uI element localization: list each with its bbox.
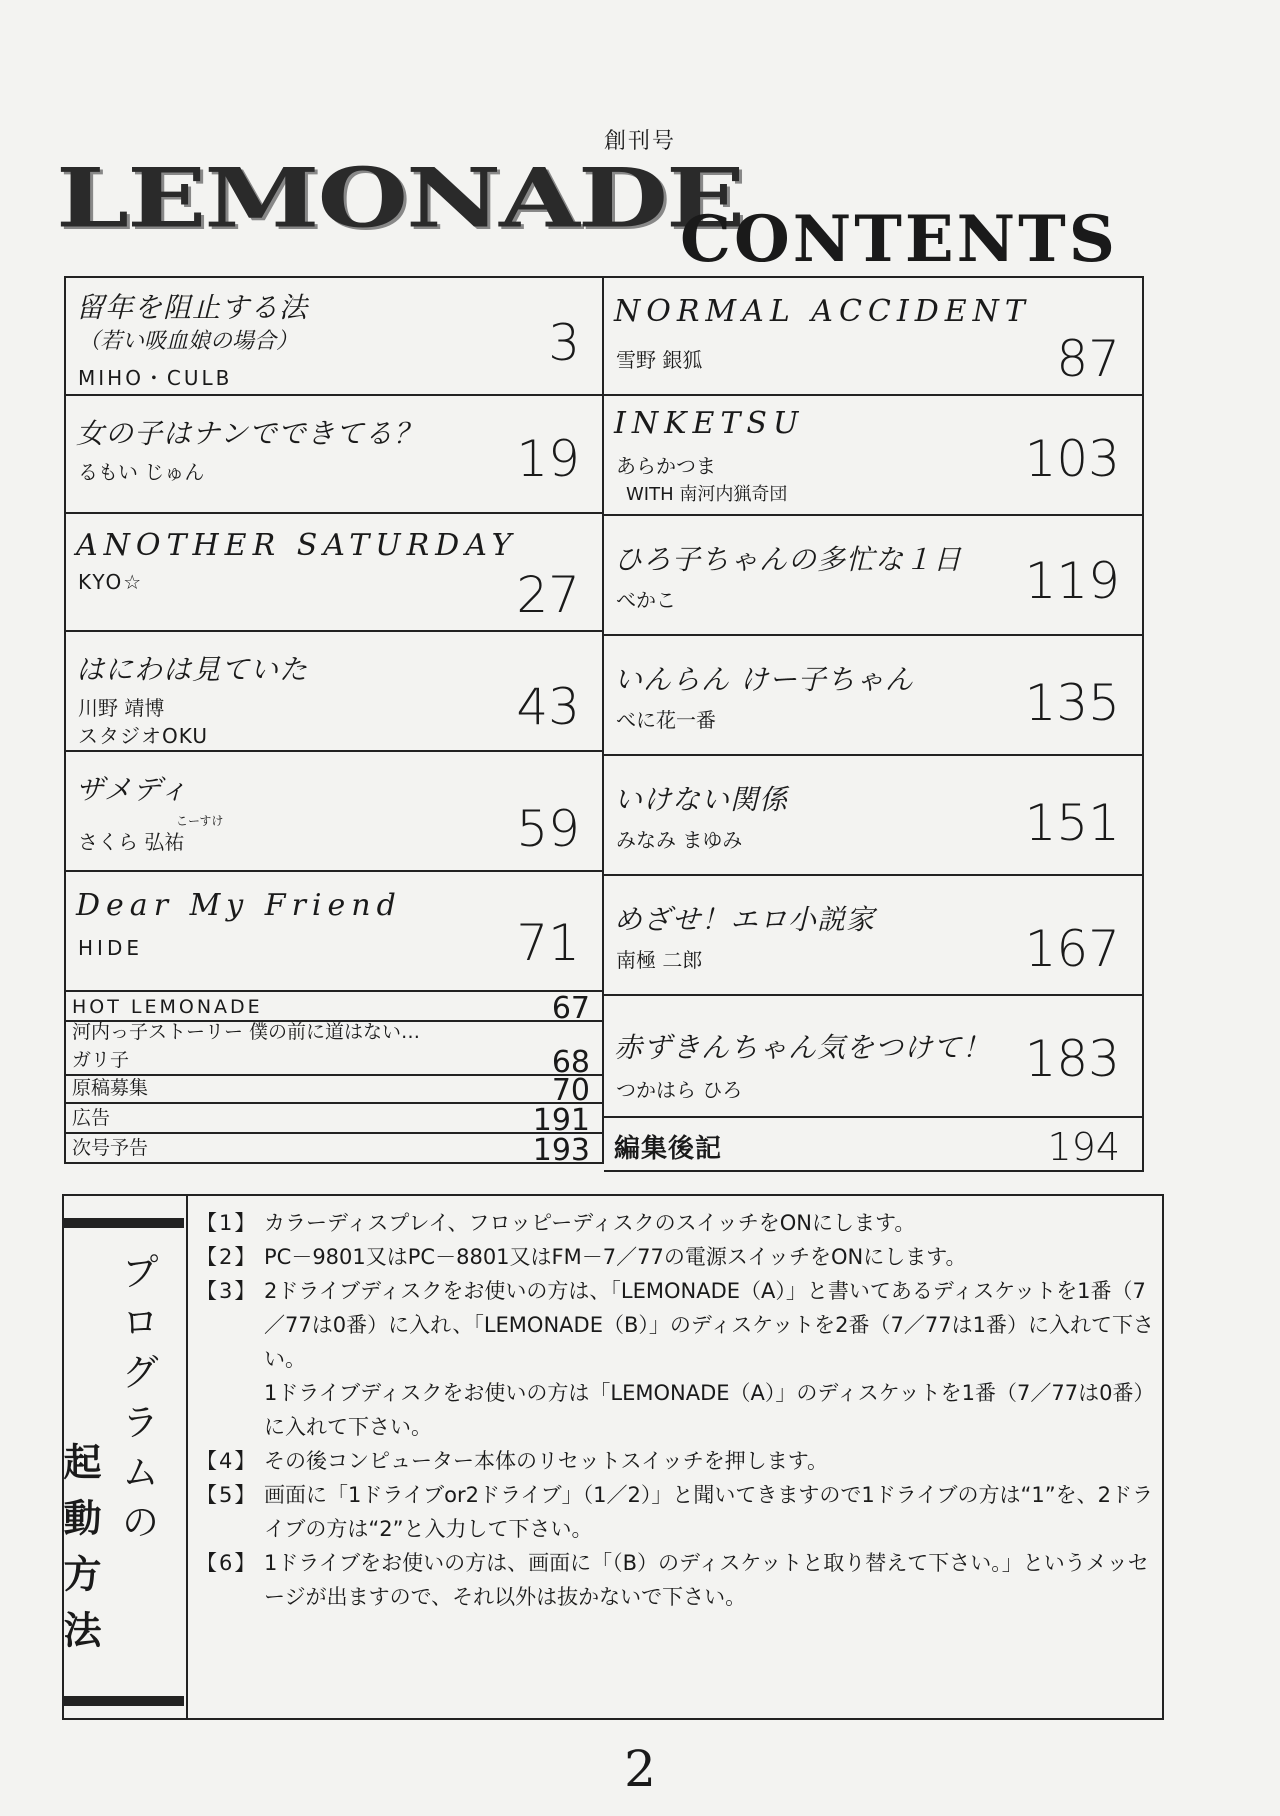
toc-entry [64,630,604,752]
issue-label: 創刊号 [603,129,676,154]
instruction-step [196,1240,1156,1274]
entry-author: るもい じゅん [78,460,205,484]
entry-title: INKETSU [614,406,805,441]
step-number [196,1376,264,1444]
table-of-contents [64,276,1144,1172]
entry-page: 135 [1024,674,1120,732]
entry-title: いけない関係 [614,783,789,816]
entry-author-ruby: こーすけ [176,814,224,828]
entry-author: 川野 靖博 [78,696,165,720]
minor-label: 広告 [72,1107,111,1129]
entry-author: KYO☆ [78,570,144,594]
step-text: 1ドライブをお使いの方は、画面に「（B）のディスケットと取り替えて下さい。」というメッセージが出ますので、それ以外は抜かないで下さい。 [264,1551,1149,1609]
step-number: 【3】 [196,1279,258,1303]
entry-title: ひろ子ちゃんの多忙な１日 [614,543,963,576]
entry-page: 119 [1024,552,1120,610]
toc-entry [604,276,1144,396]
entry-author: べかこ [616,588,676,612]
toc-entry [64,276,604,396]
toc-entry [604,514,1144,636]
entry-author-group: WITH 南河内猟奇団 [626,484,788,505]
toc-minor-entry [64,1045,604,1080]
entry-author-studio: スタジオOKU [78,724,208,748]
toc-entry [604,754,1144,876]
toc-entry [64,750,604,872]
entry-title: ザメディ [76,773,189,806]
step-text: その後コンピューター本体のリセットスイッチを押します。 [264,1449,829,1473]
entry-author: さくら 弘祐 [78,830,185,854]
entry-title: 赤ずきんちゃん気をつけて！ [614,1031,992,1064]
entry-title: めざせ！エロ小説家 [614,903,876,936]
minor-page: 191 [532,1103,590,1138]
step-number: 【2】 [196,1245,258,1269]
heading-vertical-text-1: プログラムの [115,1252,159,1552]
entry-title: はにわは見ていた [76,653,309,686]
entry-author: あらかつま [616,454,716,478]
entry-author: MIHO・CULB [78,366,233,390]
toc-entry [64,512,604,632]
instruction-step [196,1206,1156,1240]
minor-page: 70 [551,1073,590,1108]
instruction-step [196,1546,1156,1614]
minor-page: 67 [551,991,590,1026]
entry-author: つかはら ひろ [616,1078,743,1102]
entry-title: 留年を阻止する法 [76,291,309,324]
toc-entry [604,634,1144,756]
minor-label: HOT LEMONADE [72,996,263,1018]
instruction-step [196,1478,1156,1546]
entry-page: 151 [1024,794,1120,852]
instructions-side-heading [57,1196,188,1718]
entry-page: 103 [1024,430,1120,488]
contents-heading: CONTENTS [680,202,1118,277]
step-number: 【1】 [196,1211,258,1235]
step-number: 【4】 [196,1449,258,1473]
entry-title: NORMAL ACCIDENT [614,294,1031,329]
instruction-step [196,1274,1156,1376]
entry-page: 59 [516,800,580,858]
entry-page: 183 [1024,1030,1120,1088]
minor-label: 河内っ子ストーリー 僕の前に道はない… [72,1021,421,1043]
heading-bar-top [64,1218,184,1228]
entry-subtitle: （若い吸血娘の場合） [78,329,299,354]
entry-page: 43 [516,678,580,736]
toc-entry [604,394,1144,516]
instructions-body [196,1206,1156,1614]
entry-author: HIDE [78,936,143,960]
entry-page: 167 [1024,920,1120,978]
toc-minor-entry [64,1103,604,1138]
toc-minor-entry [64,1022,604,1046]
entry-author: みなみ まゆみ [616,828,743,852]
entry-author: 雪野 銀狐 [616,348,703,372]
step-text: 2ドライブディスクをお使いの方は、「LEMONADE（A）」と書いてあるディスケットを1番（7／77は0番）に入れ、「LEMONADE（B）」のディスケットを2番（7／77は1番）に入れて下さい。 [264,1279,1154,1371]
entry-page: 27 [516,566,580,624]
step-number: 【6】 [196,1551,258,1575]
toc-entry [604,874,1144,996]
instruction-step [196,1444,1156,1478]
step-number: 【5】 [196,1483,258,1507]
minor-label: 原稿募集 [72,1077,149,1099]
heading-bar-bottom [64,1696,184,1706]
toc-entry [64,870,604,992]
toc-entry [64,394,604,514]
entry-page: 87 [1056,330,1120,388]
entry-title: 女の子はナンでできてる？ [76,417,423,450]
magazine-logo: LEMONADE [56,150,744,247]
entry-title: ANOTHER SATURDAY [76,528,518,563]
entry-title: 編集後記 [614,1134,723,1164]
minor-label: 次号予告 [72,1137,149,1159]
entry-page: 3 [548,314,580,372]
entry-page: 194 [1047,1125,1120,1169]
page-number: 2 [624,1740,656,1798]
minor-label: ガリ子 [72,1049,130,1071]
entry-author: べに花一番 [616,708,716,732]
minor-page: 68 [551,1045,590,1080]
entry-page: 19 [516,430,580,488]
minor-page: 193 [532,1133,590,1168]
entry-title: Dear My Friend [76,888,402,923]
program-startup-instructions [57,1194,1164,1720]
step-text: PC－9801又はPC－8801又はFM－7／77の電源スイッチをONにします。 [264,1245,967,1269]
step-text: 1ドライブディスクをお使いの方は「LEMONADE（A）」のディスケットを1番（7／77は0番）に入れて下さい。 [264,1381,1155,1439]
heading-vertical-text-2: 起動方法 [57,1442,102,1666]
entry-author: 南極 二郎 [616,948,703,972]
toc-minor-entry [64,1133,604,1168]
toc-entry [604,994,1144,1118]
toc-minor-entry [64,1073,604,1108]
entry-page: 71 [516,914,580,972]
step-text: カラーディスプレイ、フロッピーディスクのスイッチをONにします。 [264,1211,916,1235]
step-text: 画面に「1ドライブor2ドライブ」（1／2）」と聞いてきますので1ドライブの方は“1”を、2ドライブの方は“2”と入力して下さい。 [264,1483,1153,1541]
instruction-step [196,1376,1156,1444]
toc-entry [604,1116,1144,1172]
entry-title: いんらん けー子ちゃん [614,663,914,696]
